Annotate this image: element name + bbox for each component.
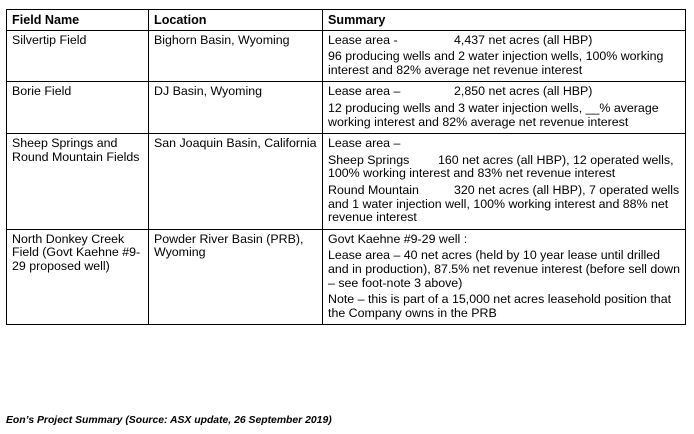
table-row: [7, 30, 686, 82]
summary-text: Lease area –: [328, 136, 401, 151]
summary-lease-area: [328, 34, 680, 48]
header-location: Location: [149, 10, 323, 31]
summary-cell: [323, 30, 686, 82]
summary-sheep-springs: [328, 154, 680, 181]
project-summary-table: [6, 9, 686, 325]
summary-lease-area: [328, 85, 680, 99]
header-field-name: Field Name: [7, 10, 149, 31]
table-row: [7, 229, 686, 325]
summary-cell: [323, 82, 686, 134]
field-name-cell: Sheep Springs and Round Mountain Fields: [7, 134, 149, 230]
summary-round-mountain: [328, 184, 680, 225]
location-cell: San Joaquin Basin, California: [149, 134, 323, 230]
summary-cell: [323, 134, 686, 230]
location-cell: Powder River Basin (PRB), Wyoming: [149, 229, 323, 325]
field-name-cell: North Donkey Creek Field (Govt Kaehne #9-29 proposed well): [7, 229, 149, 325]
summary-note: Note – this is part of a 15,000 net acres leasehold position that the Company owns in the PRB: [328, 292, 672, 320]
summary-label: Lease area –: [328, 84, 401, 99]
field-name-cell: Silvertip Field: [7, 30, 149, 82]
summary-text: Lease area – 40 net acres (held by 10 year lease until drilled and in production), 87.5% net revenue interest (before sell down – see foot-note 3 above): [328, 248, 680, 290]
summary-label: Lease area -: [328, 32, 398, 47]
table-row: [7, 134, 686, 230]
summary-text: Govt Kaehne #9-29 well :: [328, 231, 468, 246]
summary-text: 12 producing wells and 3 water injection wells, __% average working interest and 82% average net revenue interest: [328, 100, 659, 129]
header-summary: Summary: [323, 10, 686, 31]
table-row: [7, 82, 686, 134]
summary-label: Round Mountain: [328, 182, 419, 197]
table-header-row: [7, 10, 686, 31]
location-cell: DJ Basin, Wyoming: [149, 82, 323, 134]
summary-value: 160 net acres (all HBP), 12 operated wells, 100% working interest and 83% net revenue interest: [328, 152, 674, 181]
table-caption: Eon’s Project Summary (Source: ASX update, 26 September 2019): [6, 415, 332, 426]
summary-label: Sheep Springs: [328, 152, 410, 167]
summary-text: 96 producing wells and 2 water injection wells, 100% working interest and 82% average net revenue interest: [328, 49, 664, 77]
location-cell: Bighorn Basin, Wyoming: [149, 30, 323, 82]
summary-value: 2,850 net acres (all HBP): [454, 84, 593, 99]
summary-cell: [323, 229, 686, 325]
field-name-cell: Borie Field: [7, 82, 149, 134]
summary-value: 4,437 net acres (all HBP): [454, 32, 593, 47]
summary-value: 320 net acres (all HBP), 7 operated wells and 1 water injection well, 100% working interest and 88% net revenue interest: [328, 182, 680, 225]
